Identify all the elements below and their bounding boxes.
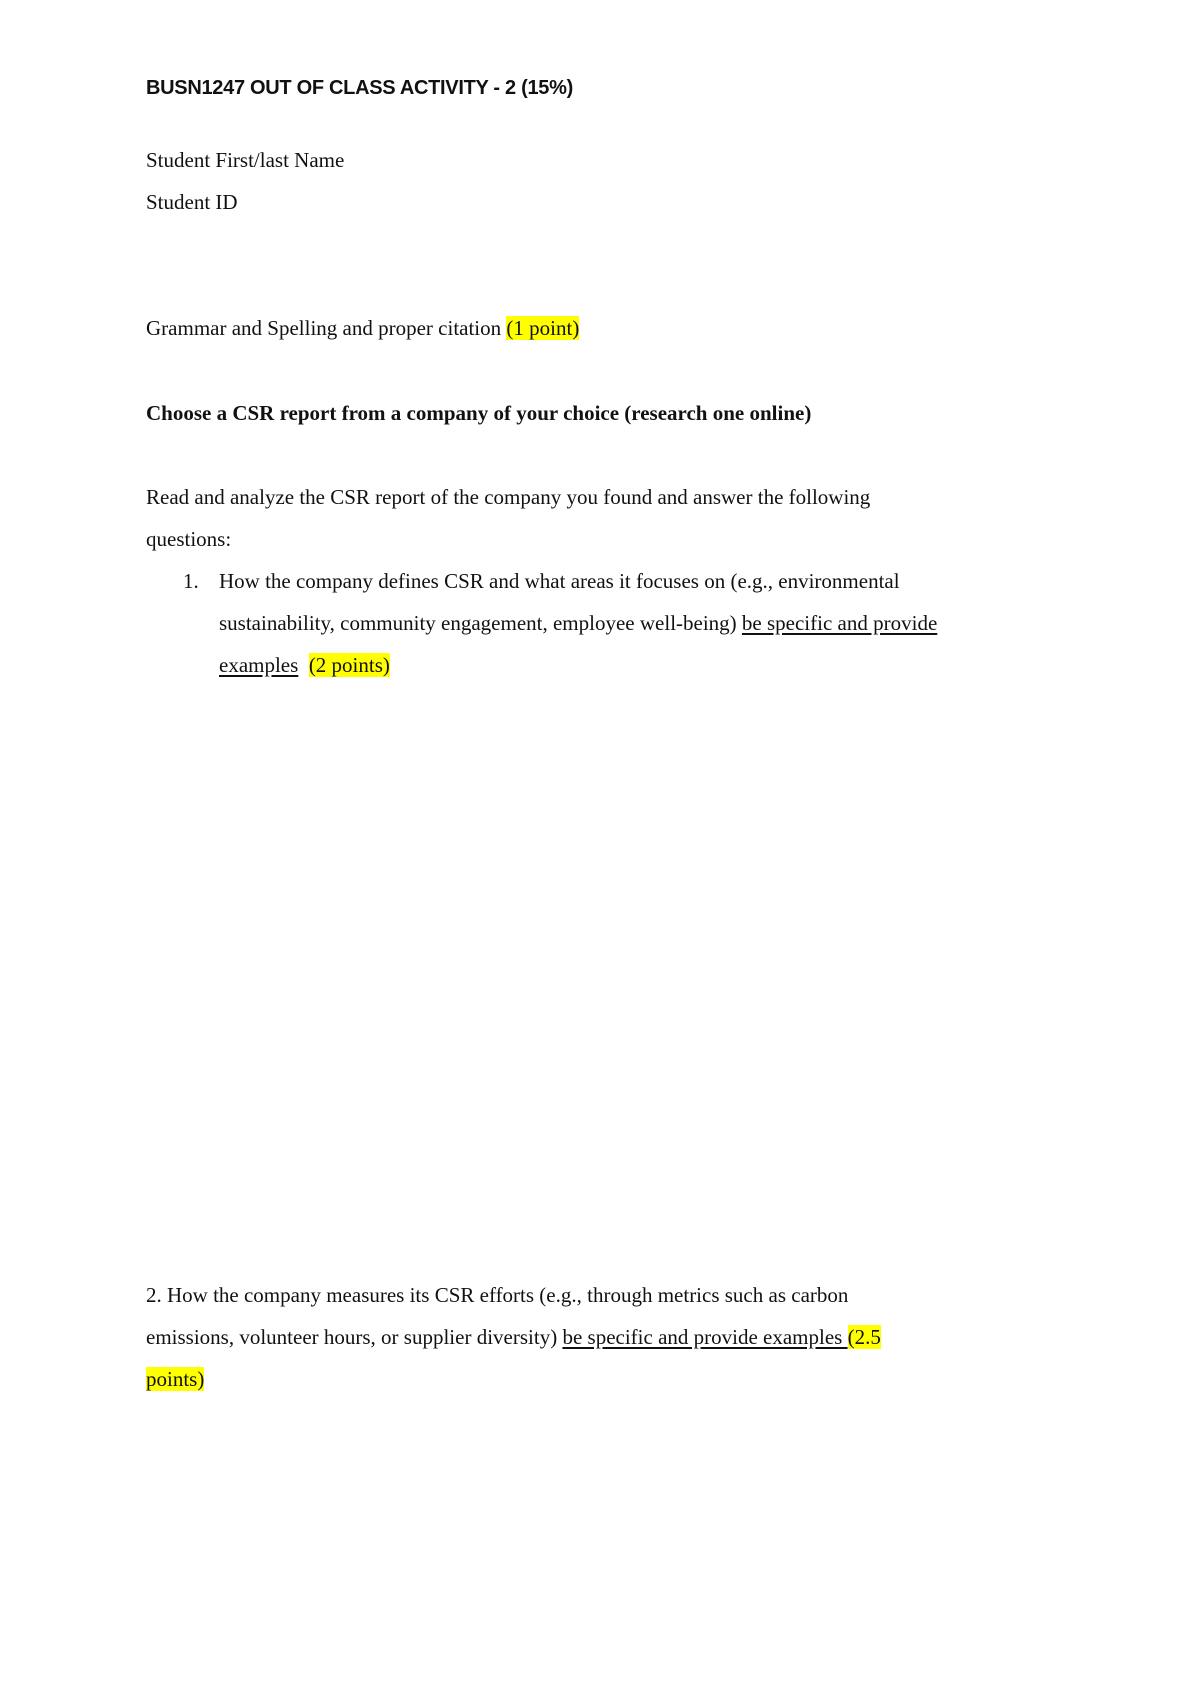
question-1-line-1 [146,560,900,602]
grammar-criterion-text: Grammar and Spelling and proper citation [146,316,507,340]
student-name-label: Student First/last Name [146,148,345,172]
question-1-line-2-text: sustainability, community engagement, employee well-being) [219,611,742,635]
student-id-label: Student ID [146,190,238,214]
question-1-text: How the company defines CSR and what areas it focuses on (e.g., environmental [219,569,900,593]
question-1-points-highlight: (2 points) [308,653,390,677]
question-1-underlined-1: be specific and provide [741,611,938,635]
question-1-number: 1. [183,569,199,593]
intro-line-2: questions: [146,527,232,551]
grammar-points-highlight: (1 point) [506,316,580,340]
question-2-points-highlight-2: points) [146,1367,205,1391]
question-2-underlined: be specific and provide examples [562,1325,848,1349]
question-2-line-2-text: emissions, volunteer hours, or supplier diversity) [146,1325,563,1349]
question-2-line-1: 2. How the company measures its CSR efforts (e.g., through metrics such as carbon [146,1283,849,1307]
question-1-line-3 [219,644,390,686]
question-1-underlined-2: examples [219,653,299,677]
document-heading: BUSN1247 OUT OF CLASS ACTIVITY - 2 (15%) [146,77,573,99]
question-1-line-2 [219,602,937,644]
question-2-line-2 [146,1316,881,1358]
question-1-gap [298,653,309,677]
grammar-criterion [146,307,579,349]
instruction-bold: Choose a CSR report from a company of your choice (research one online) [146,401,812,425]
question-2-line-3 [146,1358,204,1400]
question-2-points-highlight-1: (2.5 [847,1325,881,1349]
intro-line-1: Read and analyze the CSR report of the company you found and answer the following [146,485,871,509]
